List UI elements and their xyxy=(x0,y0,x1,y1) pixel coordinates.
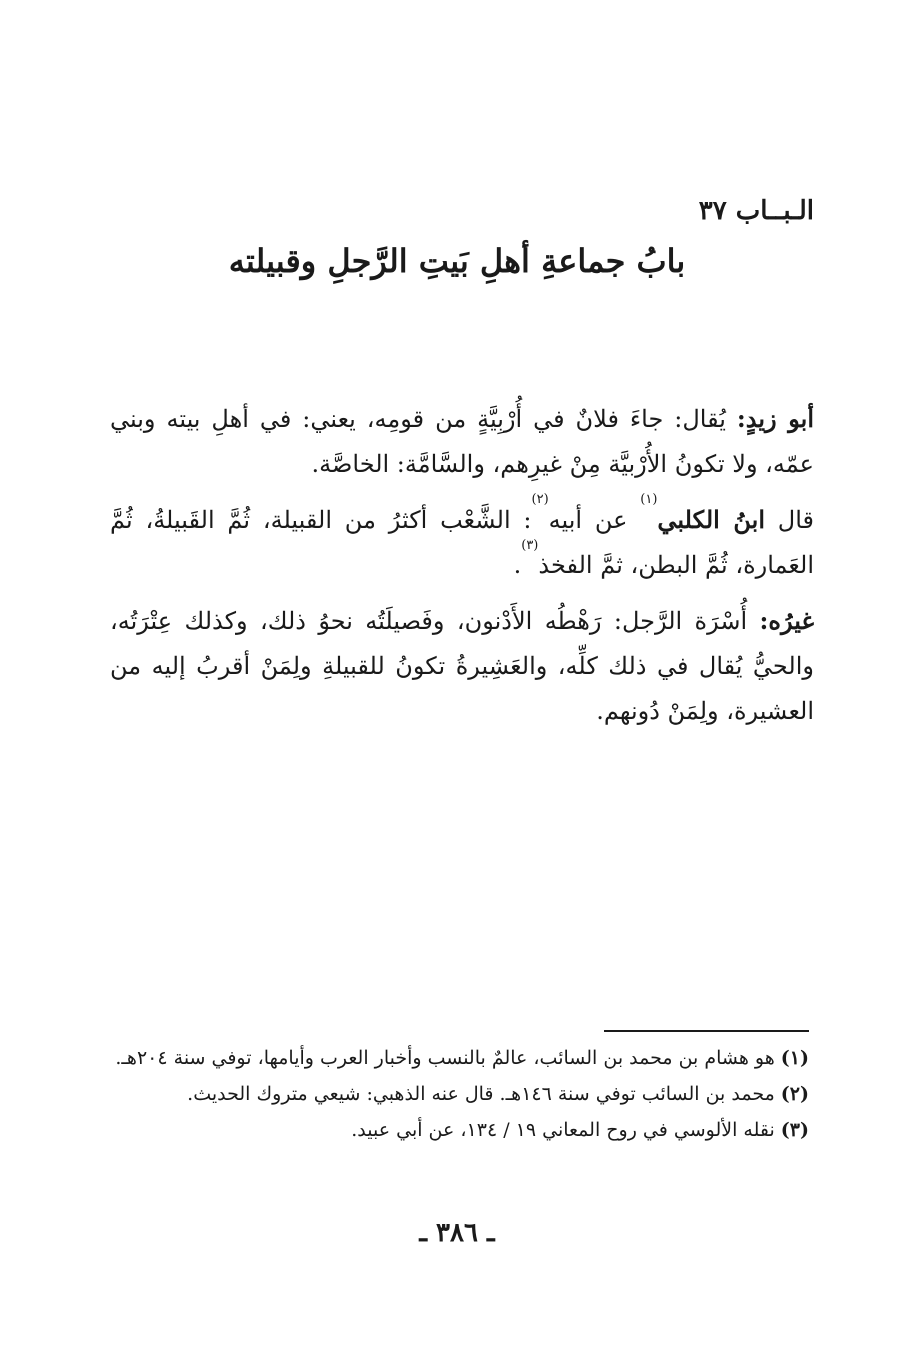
paragraph-ibn-al-kalbi xyxy=(110,492,814,588)
footnote-reference-1[interactable]: (١) xyxy=(640,492,658,507)
paragraph-text: : الشَّعْب أكثرُ من القبيلة، ثُمَّ القَبيلةُ، ثُمَّ العَمارة، ثُمَّ البطن، ثمَّ الفخذ xyxy=(110,506,814,579)
paragraph-abu-zayd xyxy=(110,396,814,487)
main-text xyxy=(110,396,814,744)
chapter-title: بابُ جماعةِ أهلِ بَيتِ الرَّجلِ وقبيلته xyxy=(228,242,686,280)
footnote-number: (٢) xyxy=(780,1083,809,1105)
chapter-label: الـبــاب ٣٧ xyxy=(698,196,814,226)
footnote-number: (٣) xyxy=(780,1119,809,1141)
paragraph-lead: ابنُ الكلبي xyxy=(657,505,765,534)
footnote-reference-2[interactable]: (٢) xyxy=(531,492,549,507)
footnote-2 xyxy=(100,1078,809,1110)
footnote-divider xyxy=(604,1030,809,1032)
footnote-text: هو هشام بن محمد بن السائب، عالمٌ بالنسب وأخبار العرب وأيامها، توفي سنة ٢٠٤هـ. xyxy=(115,1047,775,1069)
paragraph-text: . xyxy=(513,551,522,579)
paragraph-prefix: قال xyxy=(764,506,814,534)
paragraph-lead: غيرُه: xyxy=(759,606,814,635)
footnote-number: (١) xyxy=(780,1047,809,1069)
footnote-1 xyxy=(100,1042,809,1074)
paragraph-text: يُقال: جاءَ فلانٌ في أُرْبِيَّةٍ من قومِه، يعني: في أهلِ بيته وبني عمّه، ولا تكونُ الأُرْبيَّة مِنْ غيرِهم، والسَّامَّة: الخاصَّة. xyxy=(110,405,814,478)
paragraph-text: أُسْرَة الرَّجل: رَهْطُه الأَدْنون، وفَصيلَتُه نحوُ ذلك، وكذلك عِتْرَتُه، والحيُّ يُقال في ذلك كلِّه، والعَشِيرةُ تكونُ للقبيلةِ ولِمَنْ أقربُ إليه من العشيرة، ولِمَنْ دُونهم. xyxy=(110,607,814,725)
footnote-reference-3[interactable]: (٣) xyxy=(521,538,539,553)
paragraph-ghayruh xyxy=(110,598,814,734)
paragraph-text: عن أبيه xyxy=(548,506,641,534)
footnote-text: نقله الألوسي في روح المعاني ١٩ / ١٣٤، عن أبي عبيد. xyxy=(351,1119,775,1141)
page-number: ـ ٣٨٦ ـ xyxy=(419,1218,495,1248)
paragraph-lead: أبو زيدٍ: xyxy=(736,404,815,433)
footnote-text: محمد بن السائب توفي سنة ١٤٦هـ. قال عنه الذهبي: شيعي متروك الحديث. xyxy=(187,1083,775,1105)
footnote-3 xyxy=(100,1114,809,1146)
footnotes xyxy=(100,1042,809,1150)
